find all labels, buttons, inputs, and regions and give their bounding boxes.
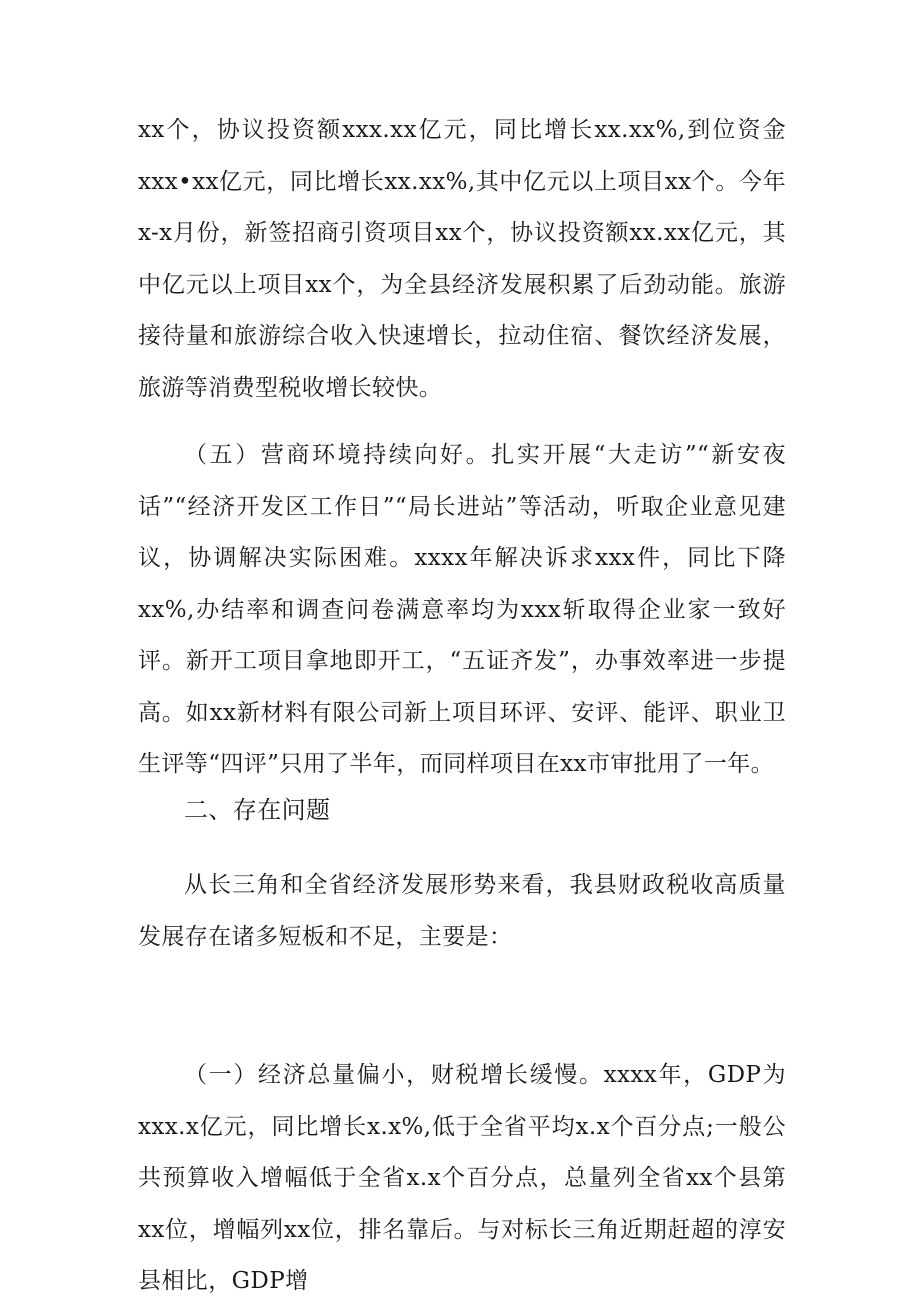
paragraph-economic-scale: （一）经济总量偏小，财税增长缓慢。xxxx年，GDP为xxx.x亿元，同比增长x.x%,低于全省平均x.x个百分点;一般公共预算收入增幅低于全省x.x个百分点，总量列全省xx个县第xx位，增幅列xx位，排名靠后。与对标长三角近期赶超的淳安县相比，GDP增 (138, 1062, 786, 1294)
paragraph-business-environment: （五）营商环境持续向好。扎实开展“大走访”“新安夜话”“经济开发区工作日”“局长进站”等活动，听取企业意见建议，协调解决实际困难。xxxx年解决诉求xxx件，同比下降xx%,办结率和调查问卷满意率均为xxx斩取得企业家一致好评。新开工项目拿地即开工，“五证齐发”，办事效率进一步提高。如xx新材料有限公司新上项目环评、安评、能评、职业卫生评等“四评”只用了半年，而同样项目在xx市审批用了一年。 (138, 442, 786, 777)
paragraph-problems-intro: 从长三角和全省经济发展形势来看，我县财政税收高质量发展存在诸多短板和不足，主要是： (138, 872, 786, 950)
paragraph-investment-tourism: xx个，协议投资额xxx.xx亿元，同比增长xx.xx%,到位资金xxx•xx亿元，同比增长xx.xx%,其中亿元以上项目xx个。今年x-x月份，新签招商引资项目xx个，协议投资额xx.xx亿元，其中亿元以上项目xx个，为全县经济发展积累了后劲动能。旅游接待量和旅游综合收入快速增长，拉动住宿、餐饮经济发展，旅游等消费型税收增长较快。 (138, 117, 786, 401)
section-heading-problems: 二、存在问题 (184, 796, 331, 824)
